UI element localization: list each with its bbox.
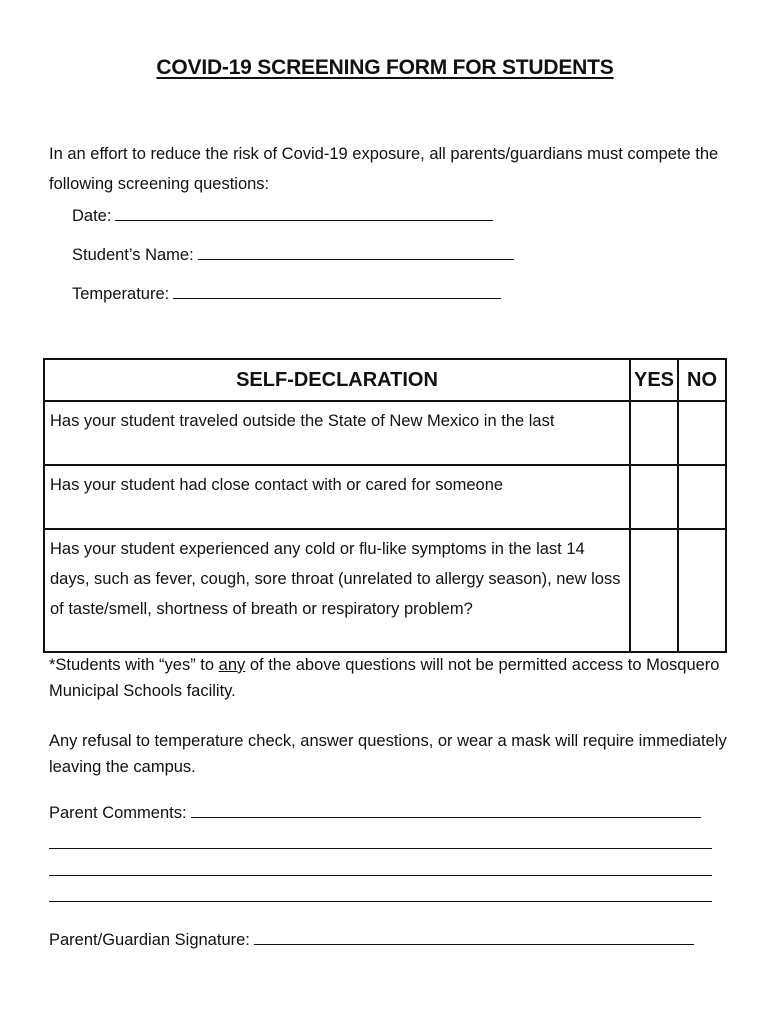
yes-header: YES	[630, 359, 678, 401]
no-checkbox-contact[interactable]	[678, 465, 726, 529]
yes-checkbox-travel[interactable]	[630, 401, 678, 465]
note-emphasis: any	[218, 656, 246, 674]
temperature-input-line[interactable]	[173, 284, 501, 299]
note-text-before: *Students with “yes” to	[49, 656, 219, 674]
no-checkbox-travel[interactable]	[678, 401, 726, 465]
question-symptoms: Has your student experienced any cold or flu-like symptoms in the last 14 days, such as fever, cough, sore throat (unrelated to allergy season), new loss of taste/smell, shortness of breath or respiratory problem?	[44, 529, 630, 652]
parent-comments-line-3[interactable]	[49, 875, 712, 876]
student-name-label: Student’s Name:	[72, 246, 194, 264]
refusal-notice: Any refusal to temperature check, answer questions, or wear a mask will require immediately leaving the campus.	[49, 732, 727, 776]
form-title: COVID-19 SCREENING FORM FOR STUDENTS	[156, 56, 614, 79]
self-declaration-header: SELF-DECLARATION	[44, 359, 630, 401]
date-label: Date:	[72, 207, 112, 225]
parent-comments-line-4[interactable]	[49, 901, 712, 902]
student-name-field	[72, 245, 514, 265]
date-input-line[interactable]	[115, 206, 493, 221]
temperature-field	[72, 284, 501, 304]
parent-comments-line-2[interactable]	[49, 848, 712, 849]
question-contact: Has your student had close contact with or cared for someone	[44, 465, 630, 529]
no-header: NO	[678, 359, 726, 401]
intro-paragraph: In an effort to reduce the risk of Covid-19 exposure, all parents/guardians must compete the following screening questions:	[49, 145, 719, 193]
yes-checkbox-symptoms[interactable]	[630, 529, 678, 652]
self-declaration-table	[43, 358, 727, 653]
yes-checkbox-contact[interactable]	[630, 465, 678, 529]
note-text-after: of the above questions will not be permitted access to Mosquero Municipal Schools facility.	[49, 656, 720, 700]
parent-comments-input-line[interactable]	[191, 803, 701, 818]
no-checkbox-symptoms[interactable]	[678, 529, 726, 652]
yes-answer-note	[49, 652, 739, 704]
temperature-label: Temperature:	[72, 285, 170, 303]
table-row	[44, 465, 726, 529]
signature-field	[49, 930, 694, 950]
parent-comments-label: Parent Comments:	[49, 804, 187, 822]
parent-comments-field	[49, 803, 701, 823]
date-field	[72, 206, 493, 226]
table-header-row	[44, 359, 726, 401]
table-row	[44, 529, 726, 652]
signature-label: Parent/Guardian Signature:	[49, 931, 250, 949]
signature-input-line[interactable]	[254, 930, 694, 945]
student-name-input-line[interactable]	[198, 245, 514, 260]
question-travel: Has your student traveled outside the State of New Mexico in the last	[44, 401, 630, 465]
table-row	[44, 401, 726, 465]
